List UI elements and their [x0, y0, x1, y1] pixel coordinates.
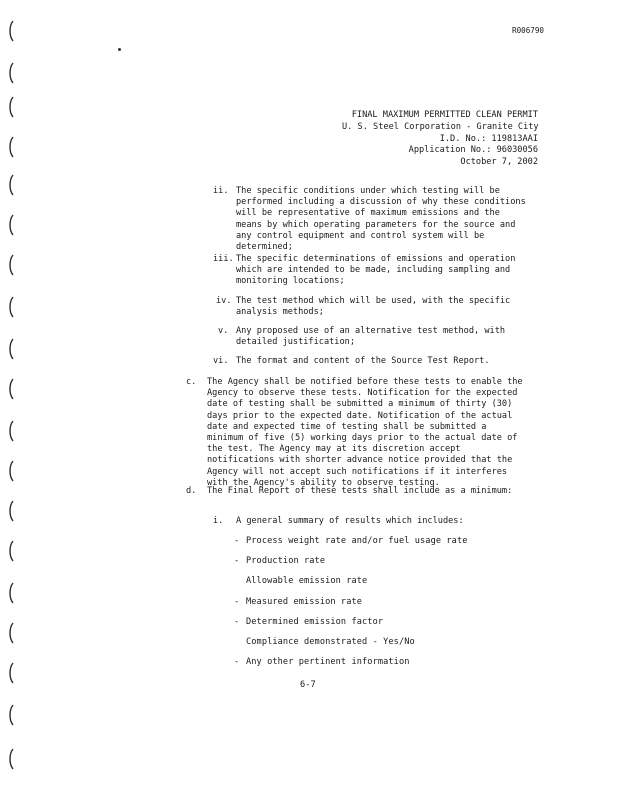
binder-hole-mark — [6, 378, 16, 400]
document-number: R006790 — [512, 26, 545, 35]
bullet-mark: - — [234, 556, 240, 566]
item-number: d. — [186, 486, 197, 496]
summary-bullet: Process weight rate and/or fuel usage rate — [246, 536, 468, 546]
item-c-text: The Agency shall be notified before these tests to enable the Agency to observe these tests. Notification for the expected date of testing shall be submitted a minimum of thirty (30) days prior to the expected date. Notification of the actual date and expected time of testing shall be submitted a minimum of five (5) working days prior to the actual date of the test. The Agency may at its discretion accept notifications with shorter advance notice provided that the Agency will not accept such notifications if it interferes with the Agency's ability to observe testing. — [207, 377, 523, 488]
summary-bullet: Measured emission rate — [246, 597, 363, 607]
summary-bullet: Compliance demonstrated - Yes/No — [246, 637, 415, 647]
summary-bullet: Any other pertinent information — [246, 657, 410, 667]
header-line: Application No.: 96030056 — [408, 145, 538, 156]
summary-bullet: Production rate — [246, 556, 326, 566]
binder-hole-mark — [6, 582, 16, 604]
summary-bullet: Allowable emission rate — [246, 576, 368, 586]
binder-hole-mark — [6, 62, 16, 84]
binder-hole-mark — [6, 704, 16, 726]
item-d-text: The Final Report of these tests shall include as a minimum: — [207, 486, 513, 496]
binder-hole-mark — [6, 338, 16, 360]
header-line: October 7, 2002 — [460, 157, 538, 168]
item-number: iii. — [213, 254, 234, 264]
binder-hole-mark — [6, 214, 16, 236]
item-number: c. — [186, 377, 197, 387]
item-number: vi. — [213, 356, 229, 366]
binder-hole-mark — [6, 20, 16, 42]
binder-hole-mark — [6, 174, 16, 196]
binder-hole-mark — [6, 748, 16, 770]
item-iv-text: The test method which will be used, with the specific analysis methods; — [236, 296, 511, 318]
page-number: 6-7 — [300, 680, 316, 690]
binder-hole-mark — [6, 254, 16, 276]
item-iii-text: The specific determinations of emissions and operation which are intended to be made, including sampling and monitoring locations; — [236, 254, 516, 287]
header-line: U. S. Steel Corporation - Granite City — [342, 121, 539, 132]
bullet-mark: - — [234, 597, 240, 607]
permit-header — [342, 110, 538, 169]
binder-hole-mark — [6, 96, 16, 118]
binder-hole-mark — [6, 662, 16, 684]
item-number: v. — [218, 326, 229, 336]
binder-hole-mark — [6, 296, 16, 318]
binder-hole-mark — [6, 460, 16, 482]
item-number: iv. — [216, 296, 232, 306]
binder-hole-mark — [6, 622, 16, 644]
binder-hole-mark — [6, 136, 16, 158]
header-line: I.D. No.: 119813AAI — [439, 133, 538, 144]
item-number: i. — [213, 516, 224, 526]
summary-bullet: Determined emission factor — [246, 617, 384, 627]
header-line: FINAL MAXIMUM PERMITTED CLEAN PERMIT — [351, 110, 538, 120]
item-ii-text: The specific conditions under which testing will be performed including a discussion of why these conditions will be representative of maximum emissions and the means by which operating parameters for the source and any control equipment and control system will be determined; — [236, 186, 526, 253]
item-d-i-text: A general summary of results which includes: — [236, 516, 464, 526]
bullet-mark: - — [234, 536, 240, 546]
item-vi-text: The format and content of the Source Test Report. — [236, 356, 490, 366]
bullet-mark: - — [234, 657, 240, 667]
scan-speck — [118, 48, 121, 51]
item-v-text: Any proposed use of an alternative test method, with detailed justification; — [236, 326, 506, 348]
bullet-mark: - — [234, 617, 240, 627]
binder-hole-mark — [6, 500, 16, 522]
binder-hole-mark — [6, 420, 16, 442]
item-number: ii. — [213, 186, 229, 196]
binder-hole-mark — [6, 540, 16, 562]
